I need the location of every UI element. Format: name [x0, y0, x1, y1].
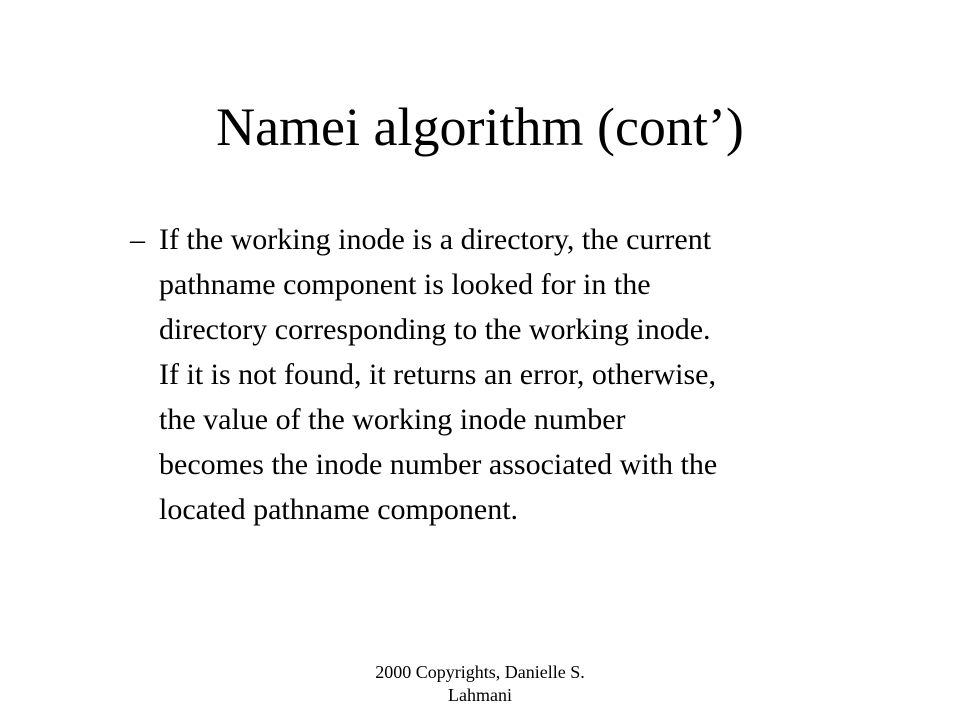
bullet-text-line: If it is not found, it returns an error, otherwise, — [159, 358, 716, 391]
bullet-text-line: located pathname component. — [159, 493, 519, 526]
slide-title: Namei algorithm (cont’) — [216, 97, 744, 157]
bullet-text-line: directory corresponding to the working inode. — [159, 313, 711, 346]
footer-copyright-line: 2000 Copyrights, Danielle S. — [375, 662, 585, 682]
bullet-text — [159, 217, 899, 532]
bullet-text-line: If the working inode is a directory, the current — [159, 223, 712, 256]
footer-author-line: Lahmani — [448, 685, 512, 705]
bullet-text-line: becomes the inode number associated with the — [159, 448, 718, 481]
bullet-dash-marker: – — [130, 223, 145, 256]
bullet-text-line: pathname component is looked for in the — [159, 268, 651, 301]
slide-footer — [330, 661, 630, 707]
bullet-text-line: the value of the working inode number — [159, 403, 626, 436]
